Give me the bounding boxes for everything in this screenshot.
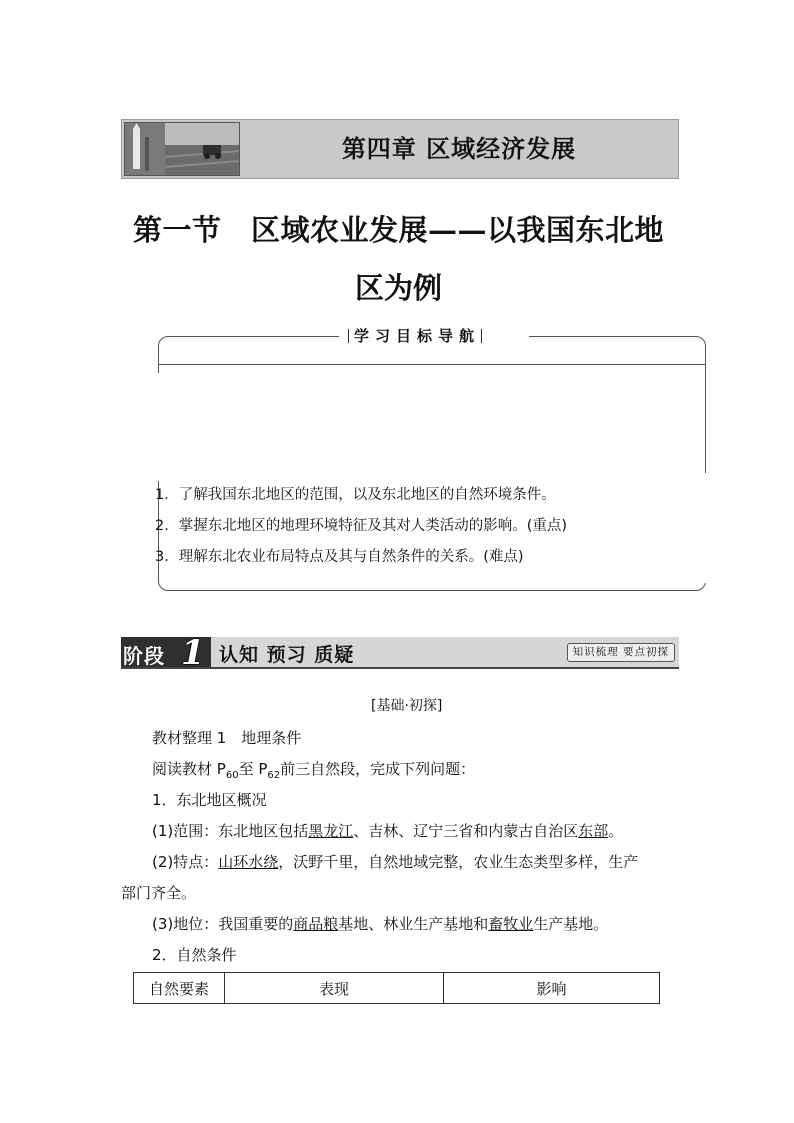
- goals-divider: [159, 364, 705, 365]
- stage-badge: [121, 633, 211, 673]
- table-header-cell: 影响: [444, 973, 660, 1004]
- natural-conditions-table: [133, 972, 660, 1004]
- learning-goal-item: 1．了解我国东北地区的范围，以及东北地区的自然环境条件。: [155, 487, 556, 503]
- scope-paragraph: (1)范围：东北地区包括黑龙江、吉林、辽宁三省和内蒙古自治区东部。: [152, 822, 624, 840]
- feature-paragraph-cont: 部门齐全。: [121, 884, 197, 902]
- learning-goals-header: 学习目标导航: [340, 326, 494, 346]
- stage-tag: 知识梳理 要点初探: [567, 643, 675, 662]
- stage-bar: [121, 633, 679, 673]
- learning-goal-item: 2．掌握东北地区的地理环境特征及其对人类活动的影响。(重点): [155, 518, 568, 534]
- material-heading: 教材整理 1 地理条件: [152, 729, 302, 747]
- section-title-line1: 第一节 区域农业发展——以我国东北地: [133, 213, 665, 247]
- learning-goal-item: 3．理解东北农业布局特点及其与自然条件的关系。(难点): [155, 549, 524, 565]
- stage-label: 认知 预习 质疑: [219, 644, 355, 666]
- stage-word: 阶段: [123, 644, 165, 668]
- table-header-row: [134, 973, 660, 1004]
- natural-conditions-heading: 2．自然条件: [152, 946, 237, 964]
- reading-instruction: 阅读教材 $P_{60}$至 $P_{62}$前三自然段，完成下列问题：: [152, 760, 476, 781]
- position-paragraph: (3)地位：我国重要的商品粮基地、林业生产基地和畜牧业生产基地。: [152, 915, 609, 933]
- chapter-title: 第四章 区域经济发展: [341, 134, 577, 163]
- stage-number: 1: [181, 633, 205, 673]
- overview-heading: 1．东北地区概况: [152, 791, 267, 809]
- subheading: [基础·初探]: [371, 698, 443, 714]
- chapter-banner-photo: [124, 122, 240, 176]
- table-header-cell: 表现: [225, 973, 444, 1004]
- chapter-banner: [121, 119, 679, 179]
- section-title-line2: 区为例: [355, 271, 443, 305]
- table-header-cell: 自然要素: [134, 973, 225, 1004]
- feature-paragraph: (2)特点：山环水绕，沃野千里，自然地域完整，农业生态类型多样，生产: [152, 853, 639, 871]
